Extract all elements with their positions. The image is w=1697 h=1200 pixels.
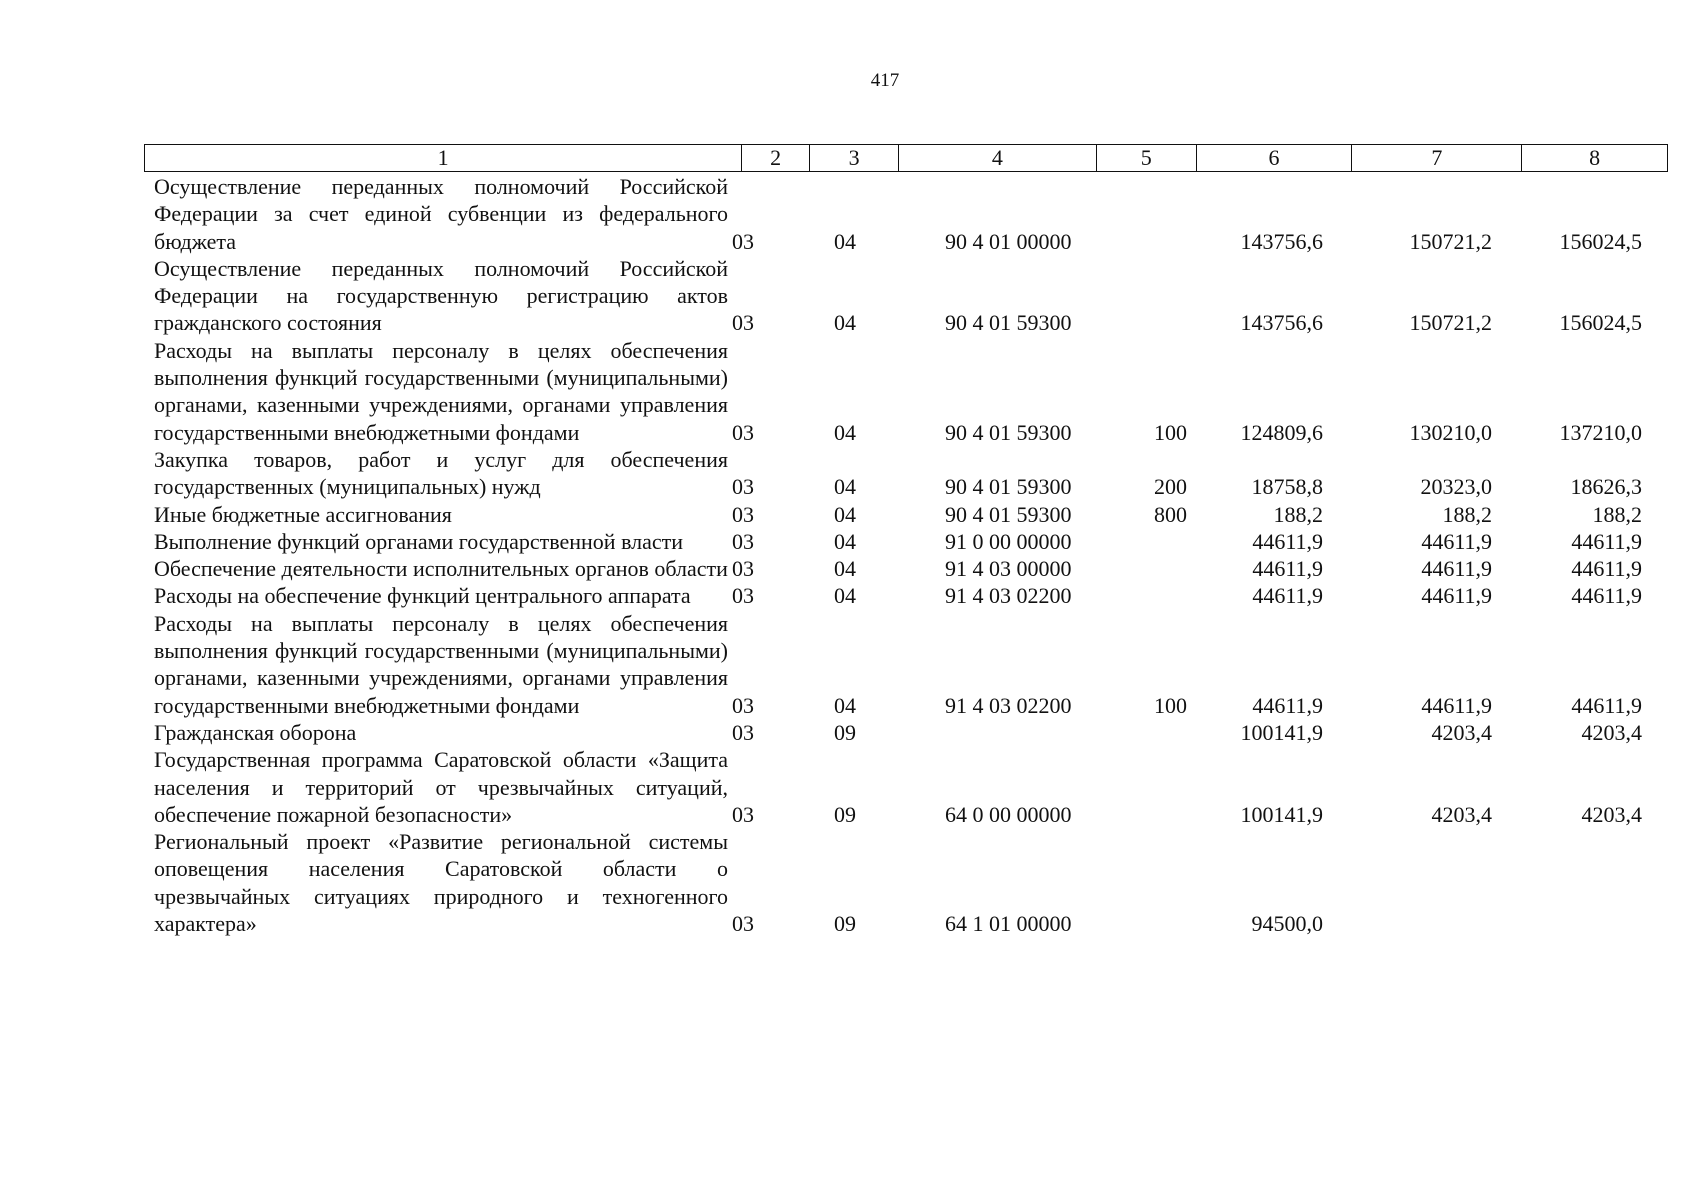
row-section: 03 — [732, 474, 754, 500]
row-subsection: 09 — [834, 719, 856, 745]
row-target-article: 90 4 01 59300 — [945, 501, 1072, 527]
row-amount-col8: 44611,9 — [1571, 692, 1642, 718]
row-target-article: 64 1 01 00000 — [945, 911, 1072, 937]
row-subsection: 04 — [834, 528, 856, 554]
column-header-2: 2 — [742, 145, 810, 171]
column-number-header — [144, 144, 1668, 172]
row-amount-col8: 44611,9 — [1571, 556, 1642, 582]
row-description: Обеспечение деятельности исполнительных органов области — [154, 556, 728, 582]
table-row — [154, 528, 1668, 555]
row-description: Иные бюджетные ассигнования — [154, 501, 452, 527]
column-header-7: 7 — [1352, 145, 1522, 171]
table-row — [154, 255, 1668, 337]
table-row — [154, 501, 1668, 528]
column-header-8: 8 — [1589, 145, 1601, 170]
table-row — [154, 719, 1668, 746]
column-header-4: 4 — [899, 145, 1097, 171]
row-amount-col6: 44611,9 — [1252, 556, 1323, 582]
row-amount-col8: 156024,5 — [1559, 228, 1642, 254]
page-number: 417 — [870, 70, 900, 91]
table-row — [154, 746, 1668, 828]
row-subsection: 04 — [834, 692, 856, 718]
row-section: 03 — [732, 911, 754, 937]
row-amount-col8: 156024,5 — [1559, 310, 1642, 336]
row-target-article: 91 4 03 00000 — [945, 556, 1072, 582]
row-subsection: 09 — [834, 911, 856, 937]
row-amount-col6: 100141,9 — [1240, 801, 1323, 827]
row-subsection: 04 — [834, 501, 856, 527]
row-description: Закупка товаров, работ и услуг для обеспечения государственных (муниципальных) нужд — [154, 446, 728, 500]
row-description: Государственная программа Саратовской области «Защита населения и территорий от чрезвычайных ситуаций, обеспечение пожарной безопасности» — [154, 747, 728, 827]
row-section: 03 — [732, 501, 754, 527]
row-subsection: 04 — [834, 310, 856, 336]
table-row — [154, 446, 1668, 501]
row-amount-col7: 20323,0 — [1420, 474, 1492, 500]
column-header-5: 5 — [1097, 145, 1197, 171]
row-amount-col7: 130210,0 — [1409, 419, 1492, 445]
row-amount-col8: 137210,0 — [1559, 419, 1642, 445]
row-amount-col6: 44611,9 — [1252, 528, 1323, 554]
row-amount-col7: 44611,9 — [1421, 556, 1492, 582]
row-amount-col6: 143756,6 — [1240, 228, 1323, 254]
row-description: Осуществление переданных полномочий Российской Федерации на государственную регистрацию актов гражданского состояния — [154, 255, 728, 336]
row-subsection: 04 — [834, 419, 856, 445]
row-section: 03 — [732, 310, 754, 336]
row-description: Гражданская оборона — [154, 719, 357, 745]
row-amount-col6: 100141,9 — [1240, 719, 1323, 745]
row-amount-col7: 44611,9 — [1421, 692, 1492, 718]
row-amount-col8: 44611,9 — [1571, 528, 1642, 554]
row-amount-col6: 94500,0 — [1251, 911, 1323, 937]
row-amount-col7: 4203,4 — [1431, 719, 1492, 745]
row-amount-col8: 4203,4 — [1581, 801, 1642, 827]
row-amount-col6: 124809,6 — [1240, 419, 1323, 445]
row-target-article: 91 4 03 02200 — [945, 583, 1072, 609]
row-section: 03 — [732, 801, 754, 827]
row-section: 03 — [732, 583, 754, 609]
column-header-3: 3 — [810, 145, 899, 171]
row-subsection: 04 — [834, 228, 856, 254]
column-header-1: 1 — [145, 145, 742, 171]
row-description: Выполнение функций органами государственной власти — [154, 528, 684, 554]
row-amount-col7: 188,2 — [1442, 501, 1492, 527]
row-section: 03 — [732, 692, 754, 718]
row-target-article: 91 4 03 02200 — [945, 692, 1072, 718]
row-target-article: 90 4 01 59300 — [945, 419, 1072, 445]
table-row — [154, 337, 1668, 446]
budget-table-body — [154, 173, 1668, 937]
row-description: Расходы на выплаты персоналу в целях обеспечения выполнения функций государственными (муниципальными) органами, казенными учреждениями, органами управления государственными внебюджетными фондами — [154, 610, 728, 718]
row-amount-col6: 143756,6 — [1240, 310, 1323, 336]
row-amount-col7: 150721,2 — [1409, 228, 1492, 254]
row-amount-col6: 188,2 — [1273, 501, 1323, 527]
row-target-article: 91 0 00 00000 — [945, 528, 1072, 554]
row-description: Расходы на выплаты персоналу в целях обеспечения выполнения функций государственными (муниципальными) органами, казенными учреждениями, органами управления государственными внебюджетными фондами — [154, 337, 728, 445]
row-target-article: 64 0 00 00000 — [945, 801, 1072, 827]
row-amount-col8: 44611,9 — [1571, 583, 1642, 609]
row-subsection: 04 — [834, 474, 856, 500]
table-row — [154, 173, 1668, 255]
table-row — [154, 582, 1668, 609]
row-subsection: 04 — [834, 583, 856, 609]
row-description: Расходы на обеспечение функций центрального аппарата — [154, 583, 691, 609]
row-section: 03 — [732, 556, 754, 582]
row-amount-col6: 44611,9 — [1252, 583, 1323, 609]
row-amount-col8: 18626,3 — [1570, 474, 1642, 500]
table-row — [154, 610, 1668, 719]
table-row — [154, 828, 1668, 937]
row-amount-col6: 18758,8 — [1251, 474, 1323, 500]
row-section: 03 — [732, 528, 754, 554]
row-section: 03 — [732, 719, 754, 745]
row-amount-col6: 44611,9 — [1252, 692, 1323, 718]
row-amount-col8: 188,2 — [1592, 501, 1642, 527]
row-description: Осуществление переданных полномочий Российской Федерации за счет единой субвенции из федерального бюджета — [154, 174, 728, 254]
row-amount-col7: 150721,2 — [1409, 310, 1492, 336]
row-target-article: 90 4 01 59300 — [945, 474, 1072, 500]
row-subsection: 09 — [834, 801, 856, 827]
row-section: 03 — [732, 419, 754, 445]
row-amount-col7: 44611,9 — [1421, 583, 1492, 609]
column-header-6: 6 — [1197, 145, 1353, 171]
row-description: Региональный проект «Развитие региональной системы оповещения населения Саратовской области о чрезвычайных ситуациях природного и техногенного характера» — [154, 829, 728, 937]
row-amount-col7: 4203,4 — [1431, 801, 1492, 827]
table-row — [154, 555, 1668, 582]
row-amount-col8: 4203,4 — [1581, 719, 1642, 745]
row-expense-type: 100 — [1154, 692, 1187, 718]
row-expense-type: 200 — [1154, 474, 1187, 500]
row-subsection: 04 — [834, 556, 856, 582]
row-expense-type: 100 — [1154, 419, 1187, 445]
row-target-article: 90 4 01 00000 — [945, 228, 1072, 254]
row-amount-col7: 44611,9 — [1421, 528, 1492, 554]
row-section: 03 — [732, 228, 754, 254]
row-expense-type: 800 — [1154, 501, 1187, 527]
row-target-article: 90 4 01 59300 — [945, 310, 1072, 336]
